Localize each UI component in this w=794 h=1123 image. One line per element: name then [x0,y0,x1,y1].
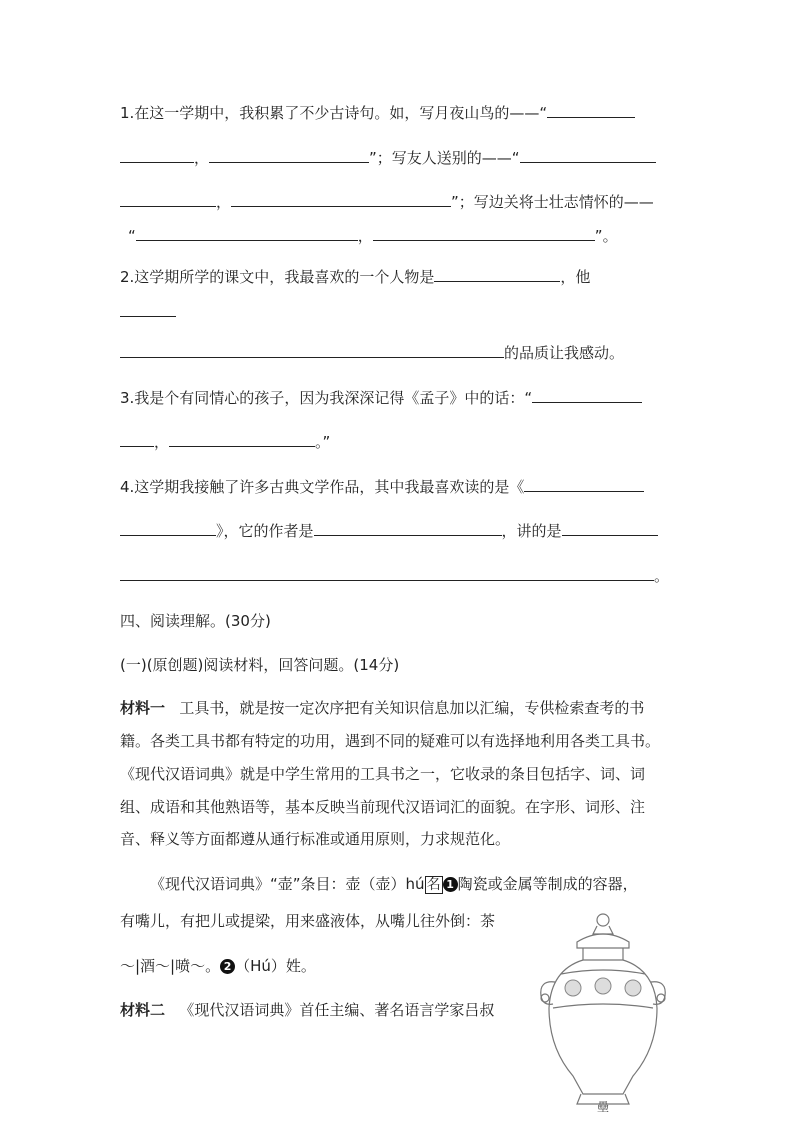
q1-line3: ， ”；写边关将士壮志情怀的—— [120,192,654,212]
sense-number-1: 1 [443,877,458,892]
q4-line2: 》，它的作者是 ，讲的是 [120,521,658,541]
section-subtitle: (一)(原创题)阅读材料，回答问题。(14分) [120,656,400,674]
answer-blank[interactable] [120,148,194,163]
answer-blank[interactable] [169,432,315,447]
q1-line1: 1.在这一学期中，我积累了不少古诗句。如，写月夜山鸟的——“ [120,103,635,123]
answer-blank[interactable] [373,226,595,241]
section-title: 四、阅读理解。(30分) [120,612,271,630]
answer-blank[interactable] [547,103,635,118]
q2-line1: 2.这学期所学的课文中，我最喜欢的一个人物是 ，他 [120,268,591,286]
vase-caption: 壘 [596,1100,609,1114]
entry-line2: 有嘴儿，有把儿或提梁，用来盛液体，从嘴儿往外倒：茶 [120,912,496,930]
sense-number-2: 2 [220,959,235,974]
q1-line4: “ ， ”。 [128,227,618,245]
answer-blank[interactable] [434,267,560,282]
material1-line2: 籍。各类工具书都有特定的功用，遇到不同的疑难可以有选择地利用各类工具书。 [120,732,661,750]
answer-blank[interactable] [231,192,451,207]
vase-icon [533,908,673,1118]
answer-blank[interactable] [532,388,642,403]
q3-line1: 3.我是个有同情心的孩子，因为我深深记得《孟子》中的话：“ [120,388,642,408]
q2-line2 [120,302,176,322]
material1-line4: 组、成语和其他熟语等，基本反映当前现代汉语词汇的面貌。在字形、词形、注 [120,798,646,816]
part-of-speech-box: 名 [426,877,441,893]
entry-line3: ～|酒～|喷～。 2 （Hú）姓。 [120,957,316,975]
answer-blank[interactable] [524,477,644,492]
material1-line3: 《现代汉语词典》就是中学生常用的工具书之一，它收录的条目包括字、词、词 [120,765,646,783]
answer-blank[interactable] [120,566,654,581]
answer-blank[interactable] [120,343,504,358]
material1-line5: 音、释义等方面都遵从通行标准或通用原则，力求规范化。 [120,830,511,848]
material1-line1: 材料一 工具书，就是按一定次序把有关知识信息加以汇编，专供检索查考的书 [120,699,645,717]
vase-illustration [533,908,673,1118]
answer-blank[interactable] [520,148,656,163]
answer-blank[interactable] [120,521,216,536]
material2-label: 材料二 [120,1001,166,1019]
q4-line3: 。 [120,566,669,586]
answer-blank[interactable] [209,148,369,163]
answer-blank[interactable] [314,521,502,536]
answer-blank[interactable] [120,192,216,207]
q2-line3: 的品质让我感动。 [120,343,624,363]
answer-blank[interactable] [120,432,154,447]
material1-label: 材料一 [120,699,166,717]
q3-line2: ， 。” [120,432,330,452]
answer-blank[interactable] [562,521,658,536]
entry-line1: 《现代汉语词典》“壶”条目：壶（壶）hú 名 1 陶瓷或金属等制成的容器， [150,875,638,893]
answer-blank[interactable] [136,226,358,241]
material2-line1: 材料二 《现代汉语词典》首任主编、著名语言学家吕叔 [120,1001,495,1019]
q1-line2: ， ”；写友人送别的——“ [120,148,656,168]
answer-blank[interactable] [120,302,176,317]
q4-line1: 4.这学期我接触了许多古典文学作品，其中我最喜欢读的是《 [120,477,644,497]
